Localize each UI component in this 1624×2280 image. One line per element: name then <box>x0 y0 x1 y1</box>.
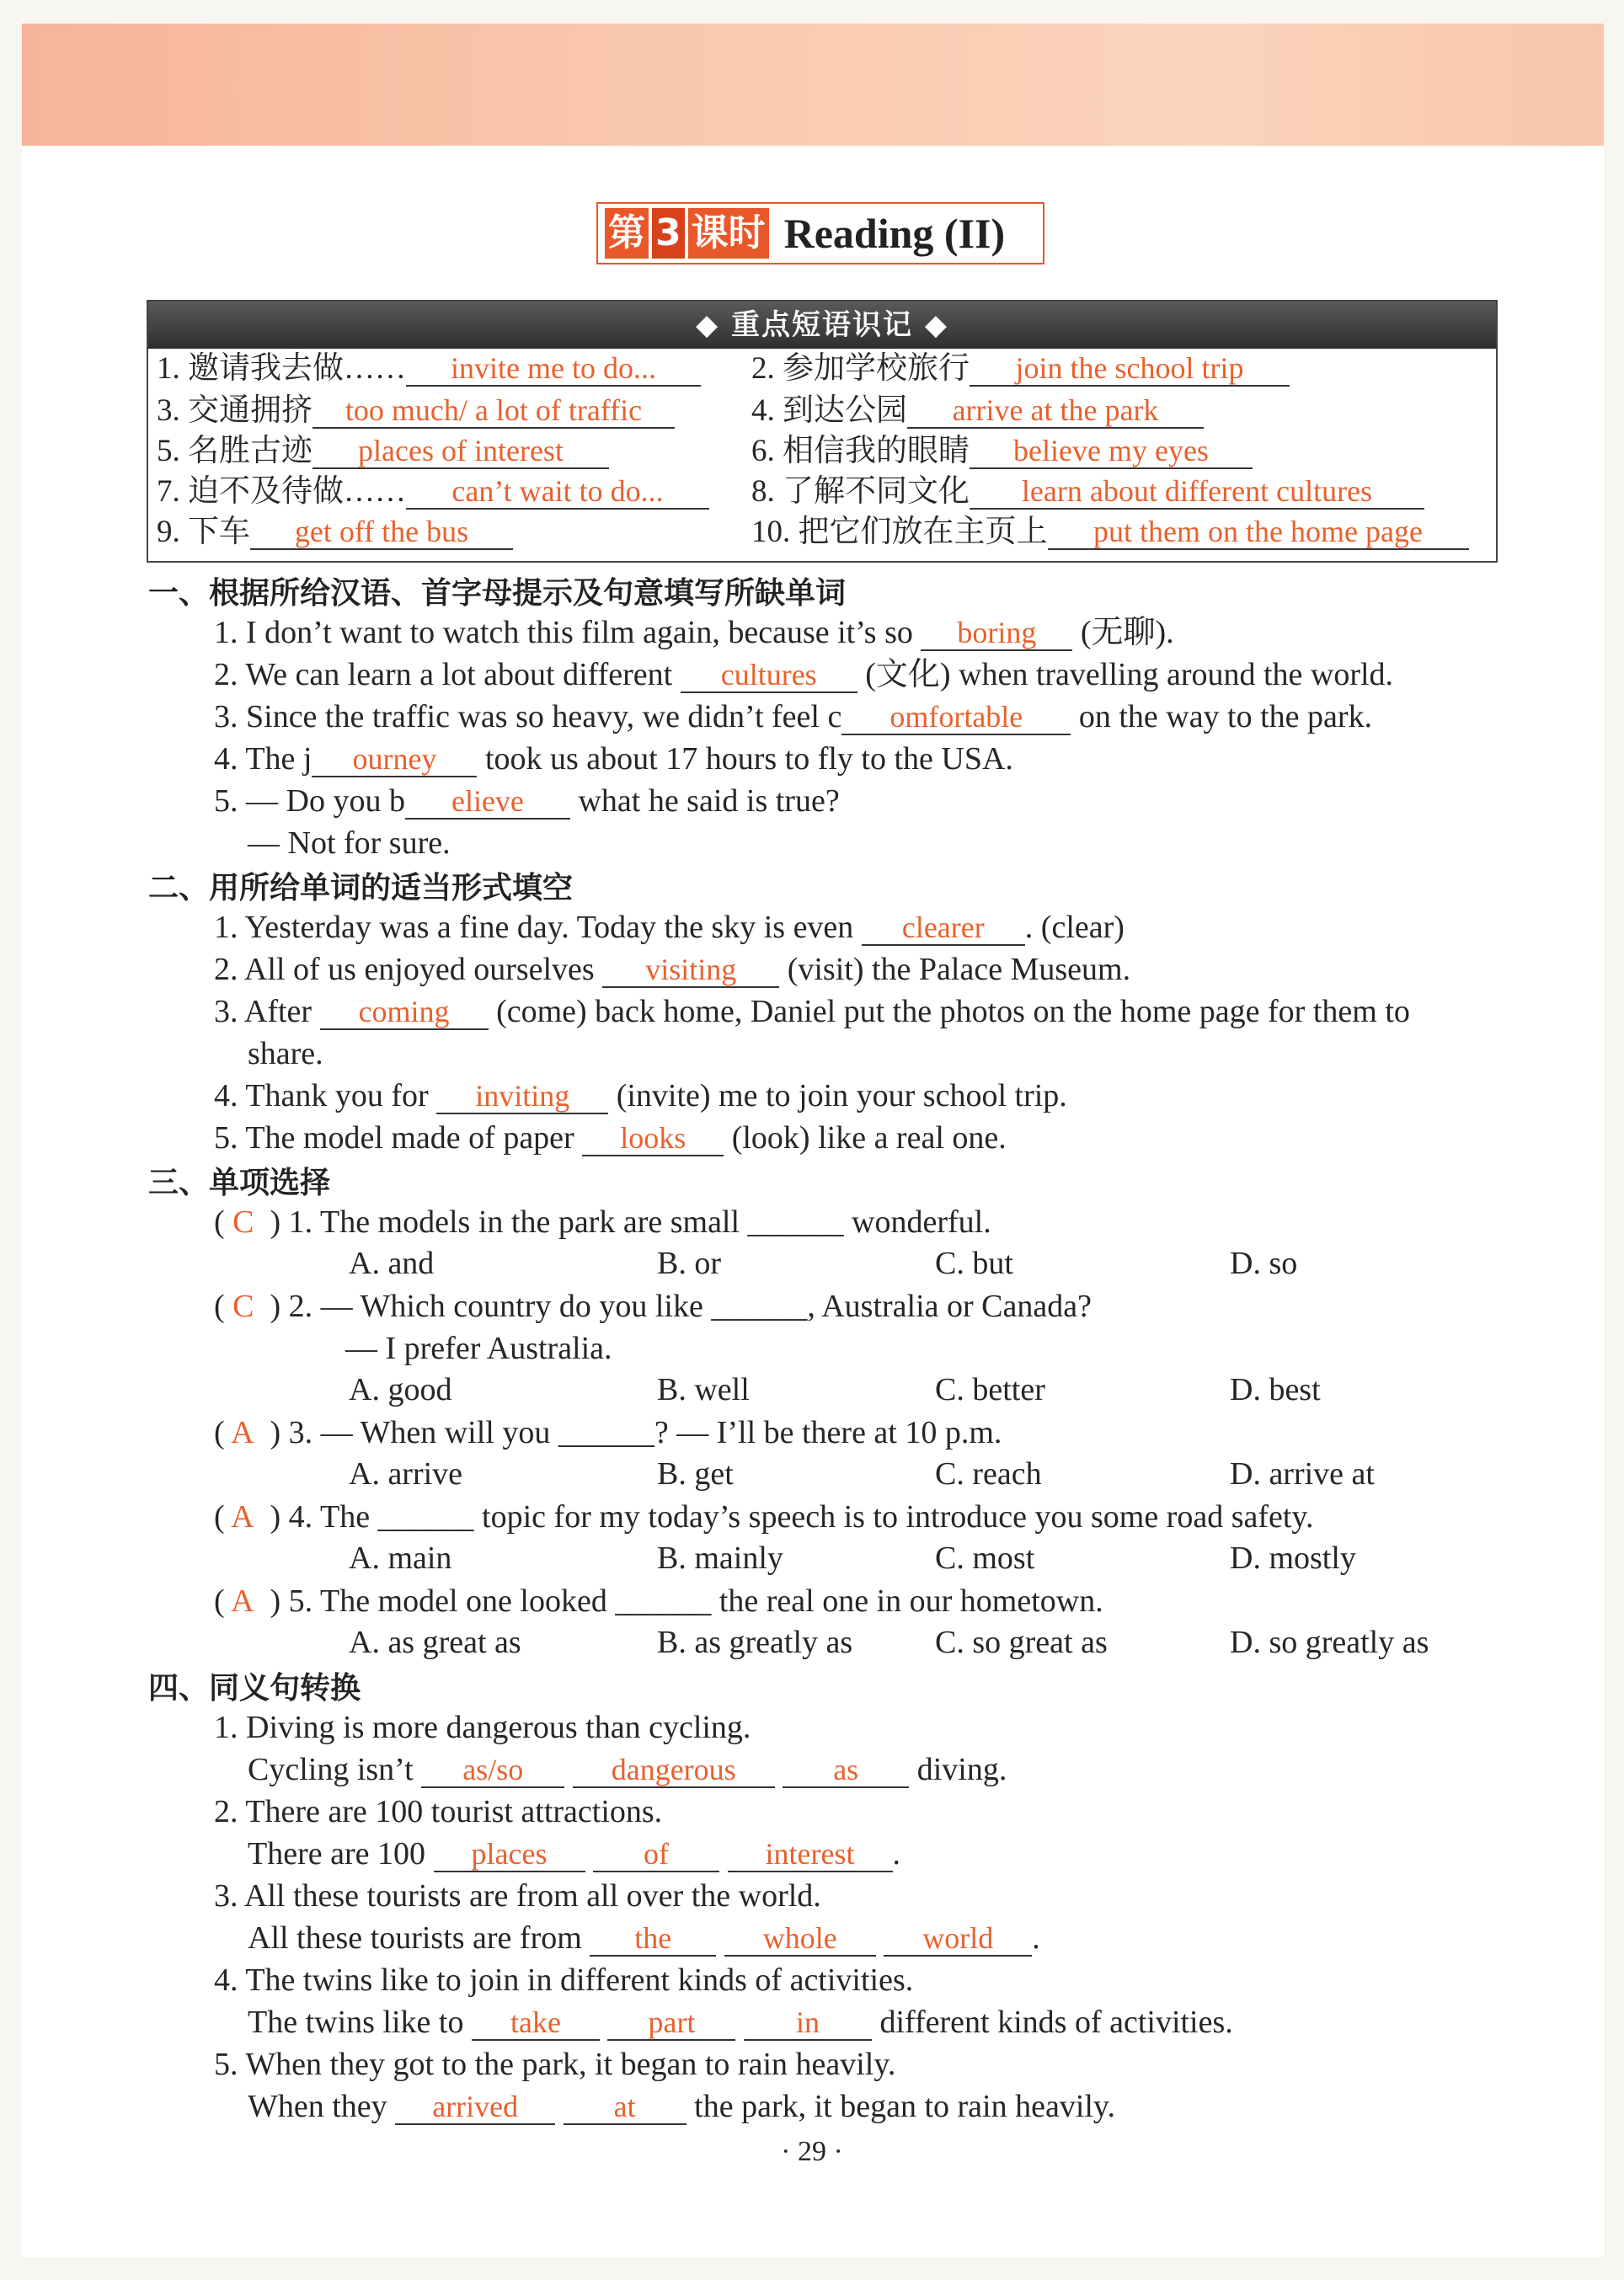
title-keshi: 课时 <box>688 208 769 259</box>
option: D. so <box>1230 1246 1298 1281</box>
s3-question-1: ( C ) 1. The models in the park are small ______ wonderful. <box>214 1204 991 1240</box>
s3-question-5: ( A ) 5. The model one looked ______ the real one in our hometown. <box>214 1583 1103 1619</box>
answer-blank: of <box>593 1837 719 1872</box>
phrase-item: 4. 到达公园 arrive at the park <box>751 391 1204 431</box>
title-num: 3 <box>652 208 685 259</box>
option: B. or <box>657 1246 721 1281</box>
option: B. mainly <box>657 1540 783 1576</box>
answer-blank: omfortable <box>841 700 1071 735</box>
phrase-item: 9. 下车 get off the bus <box>157 512 513 553</box>
answer-blank: at <box>564 2090 686 2125</box>
s3-question-3: ( A ) 3. — When will you ______? — I’ll be there at 10 p.m. <box>214 1415 1002 1450</box>
answer-blank: looks <box>582 1121 724 1156</box>
answer-blank: arrive at the park <box>907 393 1204 429</box>
option: D. arrive at <box>1230 1456 1375 1492</box>
answer-blank: can’t wait to do... <box>406 474 709 510</box>
option: B. get <box>657 1456 734 1492</box>
answer-blank: boring <box>921 616 1072 651</box>
s2-question-3: 3. After coming (come) back home, Daniel put the photos on the home page for them to <box>214 994 1410 1029</box>
option: C. but <box>935 1246 1013 1281</box>
lesson-title <box>596 202 1044 264</box>
title-english: Reading (II) <box>783 210 1006 257</box>
key-phrases-box <box>147 300 1498 563</box>
answer-blank: ourney <box>312 742 477 777</box>
phrase-item: 3. 交通拥挤 too much/ a lot of traffic <box>157 391 675 431</box>
phrase-item: 1. 邀请我去做…… invite me to do... <box>157 349 701 389</box>
s4-original-4: 4. The twins like to join in different kinds of activities. <box>214 1962 914 1998</box>
option: A. good <box>349 1372 452 1407</box>
key-phrases-header: ◆ 重点短语识记 ◆ <box>148 302 1496 349</box>
s2-question-2: 2. All of us enjoyed ourselves visiting (visit) the Palace Museum. <box>214 952 1131 987</box>
section-2-title: 二、用所给单词的适当形式填空 <box>148 871 574 905</box>
s4-original-2: 2. There are 100 tourist attractions. <box>214 1794 663 1829</box>
s2-question-4: 4. Thank you for inviting (invite) me to join your school trip. <box>214 1078 1067 1113</box>
header-banner <box>22 24 1604 146</box>
option: A. main <box>349 1540 452 1576</box>
answer-blank: join the school trip <box>970 351 1290 387</box>
answer-blank: put them on the home page <box>1048 515 1469 550</box>
s4-rewrite-1: Cycling isn’t as/so dangerous as diving. <box>248 1752 1007 1787</box>
answer-blank: take <box>472 2005 600 2041</box>
section-3-title: 三、单项选择 <box>148 1166 331 1200</box>
answer-blank: clearer <box>862 910 1025 946</box>
s4-rewrite-4: The twins like to take part in different kinds of activities. <box>248 2005 1233 2040</box>
answer-blank: interest <box>728 1837 893 1872</box>
option: C. so great as <box>935 1625 1108 1660</box>
page-number: · 29 · <box>781 2136 843 2167</box>
answer-blank: visiting <box>602 953 779 988</box>
answer-blank: too much/ a lot of traffic <box>313 393 675 429</box>
section-1-title: 一、根据所给汉语、首字母提示及句意填写所缺单词 <box>148 576 847 611</box>
option: A. as great as <box>349 1625 521 1660</box>
answer-blank: places <box>434 1837 585 1872</box>
answer-blank: as/so <box>421 1753 564 1788</box>
phrase-item: 6. 相信我的眼睛 believe my eyes <box>751 431 1253 472</box>
s2-question-3-cont: share. <box>248 1036 323 1071</box>
s4-original-3: 3. All these tourists are from all over the world. <box>214 1878 821 1914</box>
s4-original-1: 1. Diving is more dangerous than cycling. <box>214 1710 751 1745</box>
phrase-item: 2. 参加学校旅行 join the school trip <box>751 349 1290 389</box>
answer-blank: the <box>590 1921 716 1957</box>
choice-answer: A <box>231 1499 254 1535</box>
option: A. arrive <box>349 1456 463 1492</box>
answer-blank: learn about different cultures <box>970 474 1424 510</box>
choice-answer: A <box>231 1583 254 1619</box>
phrase-item: 5. 名胜古迹 places of interest <box>157 431 609 472</box>
option: D. best <box>1230 1372 1321 1407</box>
s3-question-2: ( C ) 2. — Which country do you like ______, Australia or Canada? <box>214 1289 1092 1324</box>
s1-question-5: 5. — Do you b elieve what he said is true? <box>214 783 840 819</box>
answer-blank: get off the bus <box>250 515 513 550</box>
s4-rewrite-2: There are 100 places of interest . <box>248 1836 900 1872</box>
answer-blank: cultures <box>681 658 857 693</box>
s1-question-4: 4. The j ourney took us about 17 hours to fly to the USA. <box>214 741 1013 777</box>
choice-answer: A <box>231 1415 254 1450</box>
option: D. mostly <box>1230 1540 1356 1576</box>
option: D. so greatly as <box>1230 1625 1429 1660</box>
option: C. better <box>935 1372 1045 1407</box>
answer-blank: believe my eyes <box>970 434 1253 469</box>
phrase-item: 8. 了解不同文化 learn about different cultures <box>751 472 1424 512</box>
s1-question-2: 2. We can learn a lot about different cultures (文化) when travelling around the world. <box>214 657 1394 692</box>
s3-question-4: ( A ) 4. The ______ topic for my today’s speech is to introduce you some road safety. <box>214 1499 1314 1535</box>
option: B. well <box>657 1372 750 1407</box>
choice-answer: C <box>232 1204 254 1240</box>
answer-blank: dangerous <box>573 1753 775 1788</box>
s1-question-3: 3. Since the traffic was so heavy, we didn’t feel c omfortable on the way to the park. <box>214 699 1373 734</box>
answer-blank: elieve <box>405 784 570 820</box>
answer-blank: places of interest <box>313 434 609 469</box>
title-di: 第 <box>605 208 649 259</box>
s2-question-1: 1. Yesterday was a fine day. Today the sky is even clearer . (clear) <box>214 910 1125 945</box>
choice-answer: C <box>232 1289 254 1324</box>
s4-original-5: 5. When they got to the park, it began to rain heavily. <box>214 2047 896 2082</box>
s3-question-2-reply: — I prefer Australia. <box>345 1331 612 1366</box>
s2-question-5: 5. The model made of paper looks (look) like a real one. <box>214 1120 1007 1156</box>
section-4-title: 四、同义句转换 <box>148 1671 361 1706</box>
answer-blank: world <box>884 1921 1032 1957</box>
s4-rewrite-5: When they arrived at the park, it began to rain heavily. <box>248 2089 1115 2124</box>
option: B. as greatly as <box>657 1625 853 1660</box>
answer-blank: invite me to do... <box>406 351 701 387</box>
option: C. most <box>935 1540 1035 1576</box>
s1-question-1: 1. I don’t want to watch this film again, because it’s so boring (无聊). <box>214 615 1174 650</box>
option: A. and <box>349 1246 435 1281</box>
answer-blank: inviting <box>436 1079 608 1114</box>
answer-blank: as <box>783 1753 909 1788</box>
answer-blank: whole <box>724 1921 876 1957</box>
answer-blank: in <box>744 2005 872 2041</box>
option: C. reach <box>935 1456 1042 1492</box>
s4-rewrite-3: All these tourists are from the whole world . <box>248 1920 1040 1956</box>
answer-blank: coming <box>320 995 489 1030</box>
answer-blank: arrived <box>395 2090 555 2125</box>
answer-blank: part <box>607 2005 735 2041</box>
phrase-item: 10. 把它们放在主页上 put them on the home page <box>751 512 1469 553</box>
s1-question-5-reply: — Not for sure. <box>248 825 451 861</box>
phrase-item: 7. 迫不及待做…… can’t wait to do... <box>157 472 709 512</box>
